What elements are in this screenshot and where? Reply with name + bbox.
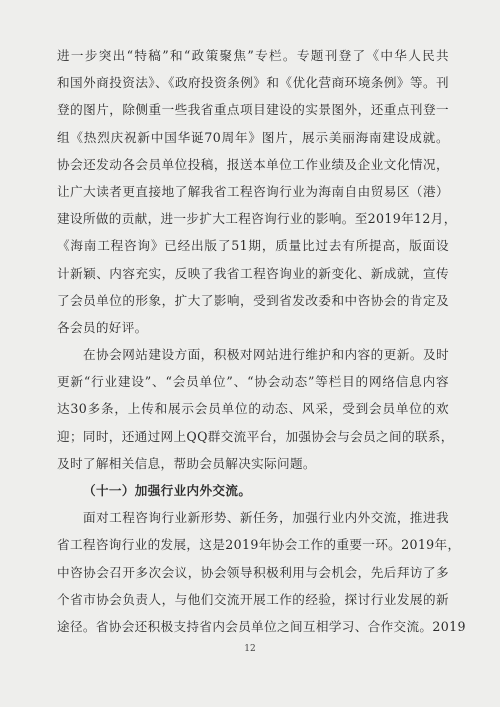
paragraph-line: 建设所做的贡献，进一步扩大工程咨询行业的影响。至2019年12月， [57,211,457,227]
paragraph-line: 了会员单位的形象，扩大了影响，受到省发改委和中咨协会的肯定及 [57,292,449,308]
paragraph-line: 在协会网站建设方面，积极对网站进行维护和内容的更新。及时 [83,347,449,363]
paragraph-line: 及时了解相关信息，帮助会员解决实际问题。 [57,455,316,471]
paragraph-line: 途径。省协会还积极支持省内会员单位之间互相学习、合作交流。2019 [57,618,466,634]
paragraph-line: 和国外商投资法》、《政府投资条例》和《优化营商环境条例》等。刊 [57,75,449,91]
body-text [57,42,466,640]
paragraph-line: 让广大读者更直接地了解我省工程咨询行业为海南自由贸易区（港） [57,183,449,199]
section-heading: （十一）加强行业内外交流。 [83,483,252,498]
paragraph-line: 省工程咨询行业的发展，这是2019年协会工作的重要一环。2019年， [57,537,461,553]
paragraph-line: 达30多条，上传和展示会员单位的动态、风采，受到会员单位的欢 [57,401,449,417]
paragraph-line: 各会员的好评。 [57,319,148,335]
paragraph-line: 进一步突出“特稿”和“政策聚焦”专栏。专题刊登了《中华人民共 [57,48,449,63]
paragraph-line: 迎；同时，还通过网上QQ群交流平台，加强协会与会员之间的联系， [57,428,454,444]
paragraph-line: 个省市协会负责人，与他们交流开展工作的经验，探讨行业发展的新 [57,591,449,607]
paragraph-line: 更新“行业建设”、“会员单位”、“协会动态”等栏目的网络信息内容 [57,374,449,390]
paragraph-line: 中咨协会召开多次会议，协会领导积极利用与会机会，先后拜访了多 [57,564,449,580]
paragraph-line: 组《热烈庆祝新中国华诞70周年》图片，展示美丽海南建设成就。 [57,129,449,145]
paragraph-line: 计新颖、内容充实，反映了我省工程咨询业的新变化、新成就，宣传 [57,265,449,281]
paragraph-line: 面对工程咨询行业新形势、新任务，加强行业内外交流，推进我 [83,510,449,526]
paragraph-line: 登的图片，除侧重一些我省重点项目建设的实景图外，还重点刊登一 [57,102,449,118]
page-number: 12 [244,644,256,654]
paragraph-line: 《海南工程咨询》已经出版了51期，质量比过去有所提高，版面设 [57,238,449,254]
paragraph-line: 协会还发动各会员单位投稿，报送本单位工作业绩及企业文化情况， [57,156,449,172]
